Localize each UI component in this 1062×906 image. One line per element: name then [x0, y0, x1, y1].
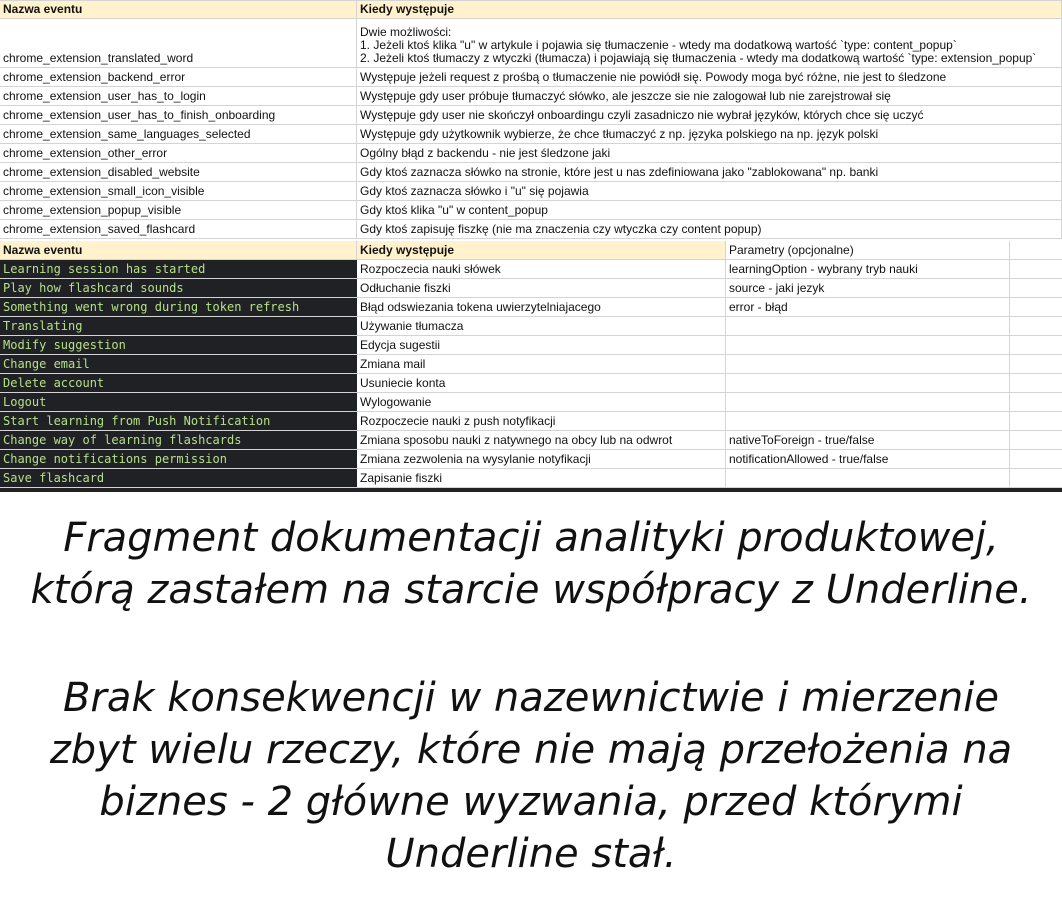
event-description-cell[interactable]: Usuniecie konta [357, 374, 726, 392]
event-description-cell[interactable]: Odłuchanie fiszki [357, 279, 726, 297]
event-parameter-cell[interactable]: notificationAllowed - true/false [726, 450, 1010, 468]
caption [0, 512, 1062, 880]
event-name-cell[interactable]: chrome_extension_user_has_to_login [0, 87, 357, 105]
description-line: 2. Jeżeli ktoś tłumaczy z wtyczki (tłumacza) i pojawiają się tłumaczenia - wtedy ma dodatkową wartość `type: extension_popup` [360, 51, 1037, 65]
table-header-row [0, 241, 1062, 260]
caption-line: Underline stał. [385, 831, 677, 877]
table-row [0, 412, 1062, 431]
event-name-cell[interactable]: Start learning from Push Notification [0, 412, 357, 430]
table-row [0, 336, 1062, 355]
table-row [0, 279, 1062, 298]
event-parameter-cell[interactable]: source - jaki jezyk [726, 279, 1010, 297]
event-name-cell[interactable]: Play how flashcard sounds [0, 279, 357, 297]
event-name-cell[interactable]: chrome_extension_backend_error [0, 68, 357, 86]
event-name-cell[interactable]: Something went wrong during token refresh [0, 298, 357, 316]
event-name-cell[interactable]: chrome_extension_translated_word [0, 19, 357, 67]
table-row [0, 317, 1062, 336]
caption-line: Fragment dokumentacji analityki produktowej, [63, 515, 999, 561]
event-name-cell[interactable]: chrome_extension_popup_visible [0, 201, 357, 219]
event-name-cell[interactable]: chrome_extension_disabled_website [0, 163, 357, 181]
event-description-cell[interactable]: Błąd odswiezania tokena uwierzytelniajacego [357, 298, 726, 316]
column-header-event-name[interactable]: Nazwa eventu [0, 1, 357, 18]
event-parameter-cell[interactable] [726, 374, 1010, 392]
table-row [0, 450, 1062, 469]
event-name-cell[interactable]: chrome_extension_small_icon_visible [0, 182, 357, 200]
table-row [0, 393, 1062, 412]
event-parameter-cell[interactable] [726, 393, 1010, 411]
event-name-cell[interactable]: Save flashcard [0, 469, 357, 487]
event-name-cell[interactable]: chrome_extension_user_has_to_finish_onboarding [0, 106, 357, 124]
event-name-cell[interactable]: Change email [0, 355, 357, 373]
event-parameter-cell[interactable]: nativeToForeign - true/false [726, 431, 1010, 449]
event-description-cell[interactable]: Zapisanie fiszki [357, 469, 726, 487]
event-description-cell[interactable]: Rozpoczecie nauki z push notyfikacji [357, 412, 726, 430]
event-description-cell[interactable]: Ogólny błąd z backendu - nie jest śledzone jaki [357, 144, 1062, 162]
caption-line: Brak konsekwencji w nazewnictwie i mierzenie [62, 675, 1000, 721]
event-description-cell[interactable]: Wylogowanie [357, 393, 726, 411]
table-row [0, 220, 1062, 239]
column-header-event-name[interactable]: Nazwa eventu [0, 241, 357, 259]
table-row [0, 355, 1062, 374]
column-header-when[interactable]: Kiedy występuje [357, 241, 726, 259]
description-line: 1. Jeżeli ktoś klika "u" w artykule i pojawia się tłumaczenie - wtedy ma dodatkową wartość `type: content_popup` [360, 38, 957, 52]
event-description-cell[interactable]: Używanie tłumacza [357, 317, 726, 335]
event-description-cell[interactable]: Występuje jeżeli request z prośbą o tłumaczenie nie powiódł się. Powody moga być różne, nie jest to śledzone [357, 68, 1062, 86]
table-row [0, 144, 1062, 163]
table-row [0, 68, 1062, 87]
column-header-when[interactable]: Kiedy występuje [357, 1, 1062, 18]
table-row [0, 182, 1062, 201]
event-description-cell[interactable]: Edycja sugestii [357, 336, 726, 354]
event-description-cell[interactable]: Gdy ktoś zaznacza słówko na stronie, które jest u nas zdefiniowana jako "zablokowana" np. banki [357, 163, 1062, 181]
event-description-cell[interactable]: Gdy ktoś klika "u" w content_popup [357, 201, 1062, 219]
table-row [0, 298, 1062, 317]
event-parameter-cell[interactable]: learningOption - wybrany tryb nauki [726, 260, 1010, 278]
analytics-table-app [0, 241, 1062, 488]
caption-line: biznes - 2 główne wyzwania, przed którymi [99, 779, 963, 825]
event-description-cell[interactable]: Zmiana sposobu nauki z natywnego na obcy lub na odwrot [357, 431, 726, 449]
event-description-cell[interactable] [357, 19, 1062, 67]
event-description-cell[interactable]: Gdy ktoś zaznacza słówko i "u" się pojawia [357, 182, 1062, 200]
event-parameter-cell[interactable] [726, 355, 1010, 373]
event-name-cell[interactable]: chrome_extension_other_error [0, 144, 357, 162]
event-parameter-cell[interactable] [726, 336, 1010, 354]
caption-spacer [0, 616, 1062, 672]
table-row [0, 19, 1062, 68]
table-row [0, 163, 1062, 182]
column-header-parameters[interactable]: Parametry (opcjonalne) [726, 241, 1010, 259]
event-description-cell[interactable]: Zmiana mail [357, 355, 726, 373]
event-name-cell[interactable]: Logout [0, 393, 357, 411]
analytics-table-extension [0, 0, 1062, 239]
event-description-cell[interactable]: Zmiana zezwolenia na wysylanie notyfikacji [357, 450, 726, 468]
caption-line: zbyt wielu rzeczy, które nie mają przełożenia na [49, 727, 1013, 773]
event-parameter-cell[interactable] [726, 469, 1010, 487]
event-description-cell[interactable]: Gdy ktoś zapisuję fiszkę (nie ma znaczenia czy wtyczka czy content popup) [357, 220, 1062, 238]
caption-line: którą zastałem na starcie współpracy z Underline. [30, 567, 1032, 613]
event-name-cell[interactable]: chrome_extension_same_languages_selected [0, 125, 357, 143]
table-row [0, 374, 1062, 393]
event-name-cell[interactable]: Change notifications permission [0, 450, 357, 468]
event-description-cell[interactable]: Występuje gdy użytkownik wybierze, że chce tłumaczyć z np. języka polskiego na np. język polski [357, 125, 1062, 143]
event-description-cell[interactable]: Rozpoczecia nauki słówek [357, 260, 726, 278]
event-parameter-cell[interactable]: error - błąd [726, 298, 1010, 316]
description-line: Dwie możliwości: [360, 25, 452, 39]
event-name-cell[interactable]: Change way of learning flashcards [0, 431, 357, 449]
table-row [0, 260, 1062, 279]
table-row [0, 201, 1062, 220]
event-description-cell[interactable]: Występuje gdy user nie skończył onboardingu czyli zasadniczo nie wybrał języków, których chce się uczyć [357, 106, 1062, 124]
table-row [0, 469, 1062, 488]
event-parameter-cell[interactable] [726, 412, 1010, 430]
event-parameter-cell[interactable] [726, 317, 1010, 335]
table-row [0, 125, 1062, 144]
event-description-cell[interactable]: Występuje gdy user próbuje tłumaczyć słówko, ale jeszcze sie nie zalogował lub nie zarejstrował się [357, 87, 1062, 105]
event-name-cell[interactable]: Delete account [0, 374, 357, 392]
event-name-cell[interactable]: Translating [0, 317, 357, 335]
divider [0, 488, 1062, 492]
table-header-row [0, 0, 1062, 19]
event-name-cell[interactable]: Learning session has started [0, 260, 357, 278]
event-name-cell[interactable]: Modify suggestion [0, 336, 357, 354]
table-row [0, 87, 1062, 106]
table-row [0, 106, 1062, 125]
table-row [0, 431, 1062, 450]
event-name-cell[interactable]: chrome_extension_saved_flashcard [0, 220, 357, 238]
